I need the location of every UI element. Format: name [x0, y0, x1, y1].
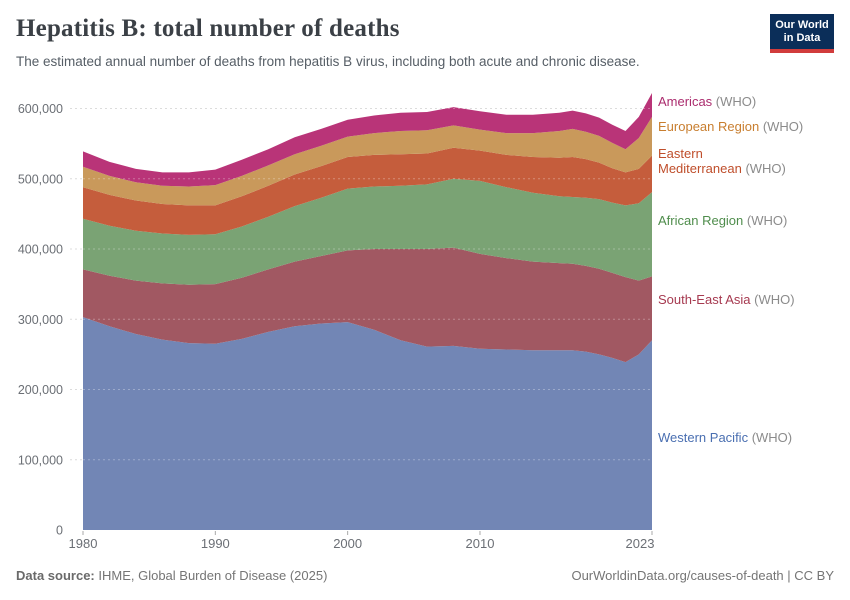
legend-item-western-pacific[interactable]	[658, 430, 792, 445]
x-axis-label: 1990	[200, 536, 230, 551]
legend-suffix-who: (WHO)	[743, 213, 788, 228]
footer-link[interactable]: OurWorldinData.org/causes-of-death | CC BY	[571, 568, 834, 583]
chart-footer	[16, 568, 834, 583]
legend-item-south-east-asia[interactable]	[658, 292, 795, 307]
data-source-line	[16, 568, 327, 583]
legend-suffix-who: (WHO)	[741, 161, 786, 176]
data-source-text: IHME, Global Burden of Disease (2025)	[94, 568, 328, 583]
y-axis-label: 200,000	[17, 383, 63, 397]
y-axis-label: 500,000	[17, 172, 63, 187]
y-axis-label: 600,000	[17, 102, 63, 116]
legend-suffix-who: (WHO)	[759, 119, 804, 134]
legend-item-eastern-mediterranean[interactable]	[658, 146, 786, 176]
data-source-label: Data source:	[16, 568, 95, 583]
y-axis-label: 300,000	[17, 312, 63, 327]
y-axis-label: 100,000	[17, 453, 63, 468]
legend-label-european-region: European Region	[658, 119, 760, 134]
x-axis-label: 1980	[68, 536, 98, 551]
legend-item-european-region[interactable]	[658, 119, 803, 134]
page-title: Hepatitis B: total number of deaths	[16, 15, 400, 42]
legend-label-americas: Americas	[658, 94, 713, 109]
legend-label-south-east-asia: South-East Asia	[658, 292, 751, 307]
legend-item-african-region[interactable]	[658, 213, 787, 228]
legend-label-eastern-mediterranean: Eastern	[658, 146, 703, 161]
legend-label-african-region: African Region	[658, 213, 744, 228]
y-axis-label: 400,000	[17, 242, 63, 257]
x-axis-label: 2000	[333, 536, 363, 551]
x-axis-label: 2023	[625, 536, 655, 551]
owid-logo-line-2: in Data	[783, 32, 821, 44]
legend-label-eastern-mediterranean: Mediterranean	[658, 161, 742, 176]
y-axis-label: 0	[56, 523, 63, 538]
owid-logo-line-1: Our World	[775, 19, 829, 31]
legend-suffix-who: (WHO)	[712, 94, 757, 109]
page-subtitle: The estimated annual number of deaths from hepatitis B virus, including both acute and chronic disease.	[16, 54, 640, 69]
x-axis-label: 2010	[465, 536, 495, 551]
legend-item-americas[interactable]	[658, 94, 756, 109]
legend-label-western-pacific: Western Pacific	[658, 430, 749, 445]
legend-suffix-who: (WHO)	[748, 430, 793, 445]
legend-suffix-who: (WHO)	[750, 292, 795, 307]
